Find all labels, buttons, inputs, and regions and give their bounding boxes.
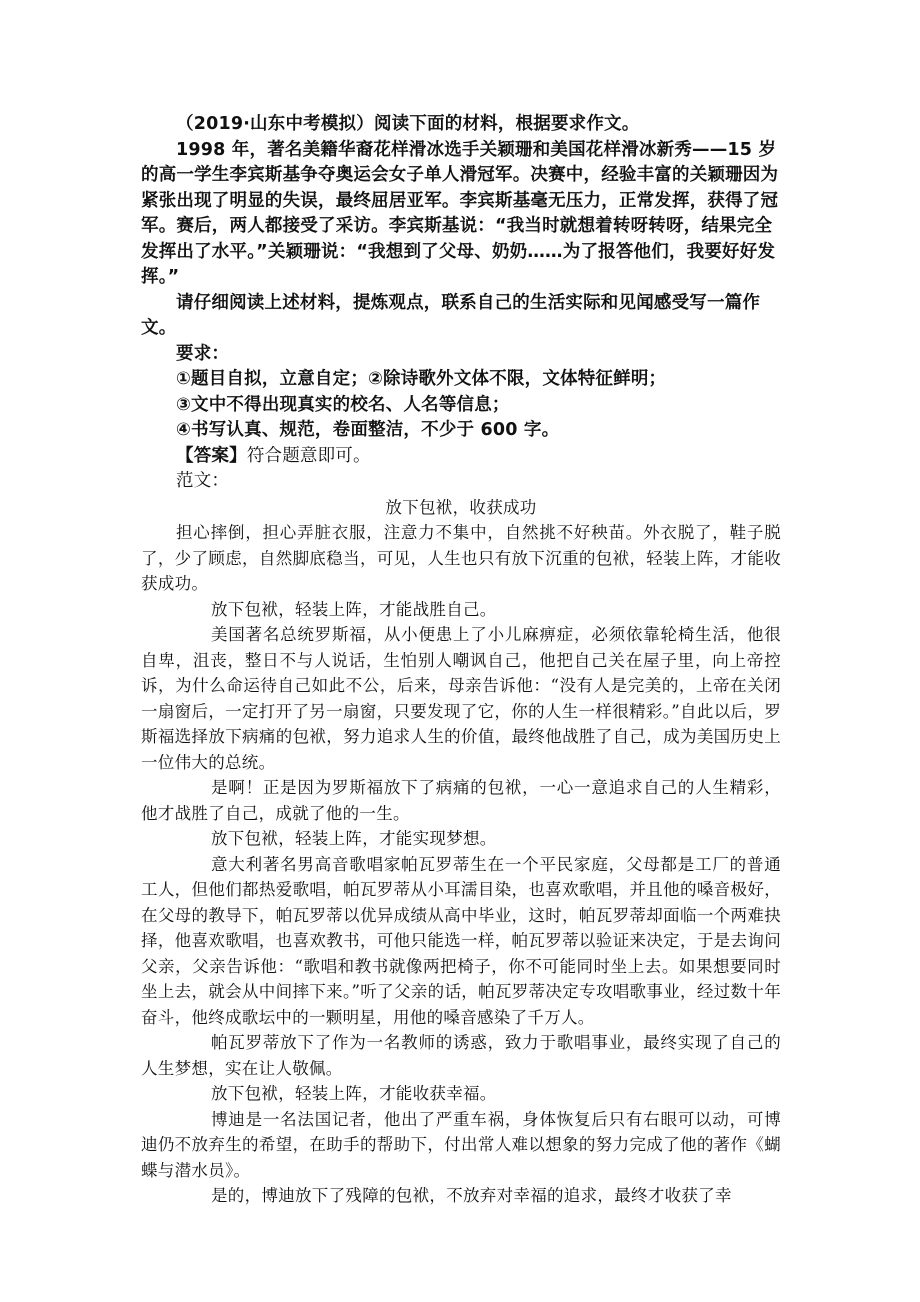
requirement-item: ①题目自拟，立意自定；②除诗歌外文体不限，文体特征鲜明； [176,369,667,389]
question-intro: （2019·山东中考模拟）阅读下面的材料，根据要求作文。 [176,114,640,134]
answer-text: 符合题意即可。 [246,445,371,466]
essay-paragraph: 是啊！正是因为罗斯福放下了病痛的包袱，一心一意追求自己的人生精彩，他才战胜了自己，成就了他的一生。 [141,778,781,823]
question-prompt: 请仔细阅读上述材料，提炼观点，联系自己的生活实际和见闻感受写一篇作文。 [141,292,761,338]
essay-paragraph: 放下包袱，轻装上阵，才能战胜自己。 [211,599,497,619]
essay-paragraph: 担心摔倒，担心弄脏衣服，注意力不集中，自然挑不好秧苗。外衣脱了，鞋子脱了，少了顾虑，自然脚底稳当，可见，人生也只有放下沉重的包袱，轻装上阵，才能收获成功。 [141,523,781,593]
essay-paragraph: 美国著名总统罗斯福，从小便患上了小儿麻痹症，必须依靠轮椅生活，他很自卑，沮丧，整日不与人说话，生怕别人嘲讽自己，他把自己关在屋子里，向上帝控诉，为什么命运待自己如此不公，后来，母亲告诉他：“没有人是完美的，上帝在关闭一扇窗后，一定打开了另一扇窗，只要发现了它，你的人生一样很精彩。”自此以后，罗斯福选择放下病痛的包袱，努力追求人生的价值，最终他战胜了自己，成为美国历史上一位伟大的总统。 [141,625,781,772]
requirement-item: ④书写认真、规范，卷面整洁，不少于 600 字。 [176,420,560,440]
question-material: 1998 年，著名美籍华裔花样滑冰选手关颖珊和美国花样滑冰新秀——15 岁的高一学生李宾斯基争夺奥运会女子单人滑冠军。决赛中，经验丰富的关颖珊因为紧张出现了明显的失误，最终屈居亚军。李宾斯基毫无压力，正常发挥，获得了冠军。赛后，两人都接受了采访。李宾斯基说：“我当时就想着转呀转呀，结果完全发挥出了水平。”关颖珊说：“我想到了父母、奶奶……为了报答他们，我要好好发挥。” [141,139,779,287]
answer-label: 【答案】 [176,445,247,466]
essay-paragraph: 博迪是一名法国记者，他出了严重车祸，身体恢复后只有右眼可以动，可博迪仍不放弃生的希望，在助手的帮助下，付出常人难以想象的努力完成了他的著作《蝴蝶与潜水员》。 [141,1109,781,1180]
sample-label: 范文： [176,471,230,491]
essay-paragraph: 帕瓦罗蒂放下了作为一名教师的诱惑，致力于歌唱事业，最终实现了自己的人生梦想，实在让人敬佩。 [141,1033,781,1078]
answer-line [141,444,781,470]
essay-paragraph: 意大利著名男高音歌唱家帕瓦罗蒂生在一个平民家庭，父母都是工厂的普通工人，但他们都热爱歌唱，帕瓦罗蒂从小耳濡目染，也喜欢歌唱，并且他的嗓音极好，在父母的教导下，帕瓦罗蒂以优异成绩从高中毕业，这时，帕瓦罗蒂却面临一个两难抉择，他喜欢歌唱，也喜欢教书，可他只能选一样，帕瓦罗蒂以验证来决定，于是去询问父亲，父亲告诉他：“歌唱和教书就像两把椅子，你不可能同时坐上去。如果想要同时坐上去，就会从中间摔下来。”听了父亲的话，帕瓦罗蒂决定专攻唱歌事业，经过数十年奋斗，他终成歌坛中的一颗明星，用他的嗓音感染了千万人。 [141,854,781,1027]
document-body [141,112,781,1209]
essay-title: 放下包袱，收获成功 [385,497,537,517]
requirements-label: 要求： [176,343,230,364]
essay-paragraph: 放下包袱，轻装上阵，才能实现梦想。 [211,829,497,848]
essay-paragraph: 放下包袱，轻装上阵，才能收获幸福。 [211,1084,497,1103]
essay-paragraph: 是的，博迪放下了残障的包袱，不放弃对幸福的追求，最终才收获了幸 [211,1186,732,1205]
essay-paragraphs [141,520,781,1209]
requirement-item: ③文中不得出现真实的校名、人名等信息； [176,394,510,415]
